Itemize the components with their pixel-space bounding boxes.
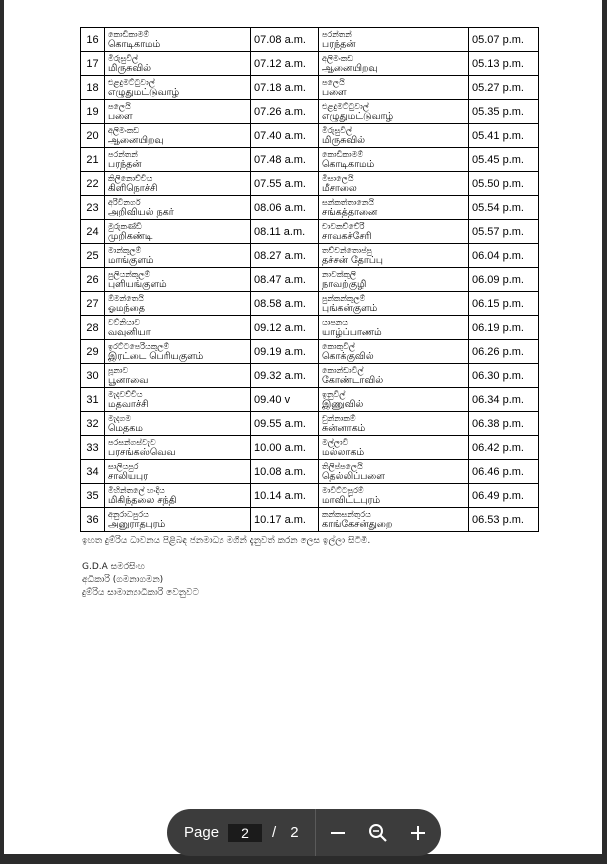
station-tamil: எழுதுமட்டுவாழ் (108, 86, 180, 98)
return-time: 06.19 p.m. (472, 321, 524, 334)
minus-icon (329, 824, 347, 842)
departure-station-cell (105, 460, 251, 484)
station-sinhala: කන්කසන්තුරය (322, 509, 371, 519)
row-number: 22 (86, 177, 99, 190)
return-time: 05.13 p.m. (472, 57, 524, 70)
departure-station-cell (105, 316, 251, 340)
departure-time: 10.00 a.m. (254, 441, 306, 454)
station-sinhala: කොකුවිල් (322, 341, 355, 351)
row-number-cell (81, 148, 105, 172)
row-number-cell (81, 412, 105, 436)
departure-time: 07.12 a.m. (254, 57, 306, 70)
station-tamil: மல்லாகம் (322, 446, 365, 458)
return-time: 05.07 p.m. (472, 33, 524, 46)
row-number: 29 (86, 345, 99, 358)
station-sinhala: පුලියන්කුලම් (108, 269, 151, 279)
departure-time: 08.47 a.m. (254, 273, 306, 286)
table-row (81, 148, 539, 172)
table-row (81, 460, 539, 484)
station-sinhala: කිලිනොච්චිය (108, 173, 153, 183)
timetable (80, 27, 539, 532)
station-sinhala: එළදුමට්ටුවාල් (322, 101, 369, 111)
return-time-cell (469, 52, 539, 76)
table-row (81, 28, 539, 52)
departure-station-cell (105, 412, 251, 436)
return-station-cell (319, 436, 469, 460)
zoom-search-button[interactable] (360, 815, 396, 851)
departure-time: 07.40 a.m. (254, 129, 306, 142)
row-number: 20 (86, 129, 99, 142)
return-time-cell (469, 436, 539, 460)
zoom-out-button[interactable] (320, 815, 356, 851)
departure-station-cell (105, 388, 251, 412)
table-row (81, 220, 539, 244)
return-time-cell (469, 364, 539, 388)
return-time-cell (469, 172, 539, 196)
departure-time-cell (251, 436, 319, 460)
return-station-cell (319, 52, 469, 76)
departure-time-cell (251, 412, 319, 436)
departure-time-cell (251, 484, 319, 508)
table-row (81, 100, 539, 124)
row-number: 18 (86, 81, 99, 94)
station-sinhala: තච්චන්තොප්පු (322, 245, 372, 255)
station-sinhala: පූනාව (108, 365, 129, 375)
departure-time: 08.27 a.m. (254, 249, 306, 262)
station-sinhala: පලෙයි (108, 101, 131, 111)
station-sinhala: මිරුසුවිල් (322, 125, 353, 135)
table-row (81, 484, 539, 508)
station-sinhala: එළදුමට්ටුවාල් (108, 77, 155, 87)
row-number: 34 (86, 465, 99, 478)
station-sinhala: පරසන්ගස්වැව (108, 437, 156, 447)
departure-station-cell (105, 28, 251, 52)
row-number: 17 (86, 57, 99, 70)
return-time-cell (469, 484, 539, 508)
table-row (81, 268, 539, 292)
station-sinhala: ඕමන්තෙයි (108, 293, 144, 303)
row-number-cell (81, 316, 105, 340)
row-number-cell (81, 28, 105, 52)
return-station-cell (319, 316, 469, 340)
departure-time: 07.48 a.m. (254, 153, 306, 166)
departure-time: 09.32 a.m. (254, 369, 306, 382)
station-tamil: மாங்குளம் (108, 254, 154, 266)
station-sinhala: චාවකච්චේරි (322, 221, 365, 231)
station-tamil: வவுனியா (108, 326, 151, 338)
row-number-cell (81, 244, 105, 268)
departure-time-cell (251, 100, 319, 124)
row-number: 36 (86, 513, 99, 526)
station-tamil: பூனாவை (108, 374, 149, 386)
station-tamil: மாவிட்டபுரம் (322, 494, 381, 506)
station-tamil: இரட்டை பெரியகுளம் (108, 350, 204, 362)
table-row (81, 244, 539, 268)
departure-station-cell (105, 364, 251, 388)
media-request-note: ඉහත දුම්රිය ධාවනය පිළිබඳ ජනමාධ්‍ය මගින් දැනුවත් කරන ලෙස ඉල්ලා සිටිමි. (82, 536, 371, 546)
departure-time: 08.58 a.m. (254, 297, 306, 310)
station-tamil: கொடிகாமம் (322, 158, 375, 170)
on-behalf-of: දුම්රිය සාමාන්‍යාධිකාරි වෙනුවට (82, 588, 199, 598)
return-station-cell (319, 76, 469, 100)
row-number: 27 (86, 297, 99, 310)
station-tamil: பளை (322, 86, 347, 98)
row-number-cell (81, 460, 105, 484)
departure-station-cell (105, 244, 251, 268)
table-row (81, 124, 539, 148)
station-tamil: மிருசுவில் (322, 134, 366, 146)
station-sinhala: පරන්තන් (322, 29, 352, 39)
station-sinhala: අලිමංකඩ (322, 53, 354, 63)
return-station-cell (319, 508, 469, 532)
station-tamil: சுன்னாகம் (322, 422, 366, 434)
row-number: 35 (86, 489, 99, 502)
departure-time-cell (251, 316, 319, 340)
table-row (81, 52, 539, 76)
table-row (81, 196, 539, 220)
departure-time: 08.06 a.m. (254, 201, 306, 214)
station-tamil: மீசாலை (322, 182, 357, 194)
return-time: 06.46 p.m. (472, 465, 524, 478)
total-pages: 2 (290, 824, 299, 841)
document-page (4, 0, 602, 854)
row-number-cell (81, 268, 105, 292)
station-tamil: புங்கன்குளம் (322, 302, 378, 314)
row-number: 30 (86, 369, 99, 382)
station-tamil: நாவற்குழி (322, 278, 367, 290)
station-sinhala: වව්නියාව (108, 317, 141, 327)
row-number-cell (81, 508, 105, 532)
station-tamil: பரசங்கஸ்வெவ (108, 446, 176, 458)
departure-time-cell (251, 460, 319, 484)
station-sinhala: මැදගම (108, 413, 132, 423)
zoom-in-button[interactable] (400, 815, 436, 851)
return-station-cell (319, 172, 469, 196)
departure-time-cell (251, 148, 319, 172)
return-station-cell (319, 268, 469, 292)
departure-station-cell (105, 220, 251, 244)
departure-time-cell (251, 244, 319, 268)
return-station-cell (319, 148, 469, 172)
departure-station-cell (105, 196, 251, 220)
return-station-cell (319, 460, 469, 484)
row-number-cell (81, 100, 105, 124)
pdf-page-toolbar (167, 809, 441, 856)
row-number-cell (81, 292, 105, 316)
table-row (81, 436, 539, 460)
return-time-cell (469, 100, 539, 124)
station-sinhala: නාවක්කුලි (322, 269, 356, 279)
return-time-cell (469, 316, 539, 340)
return-time-cell (469, 388, 539, 412)
return-time-cell (469, 196, 539, 220)
row-number-cell (81, 340, 105, 364)
station-sinhala: පරන්තන් (108, 149, 138, 159)
departure-time: 10.08 a.m. (254, 465, 306, 478)
departure-station-cell (105, 148, 251, 172)
station-tamil: பளை (108, 110, 133, 122)
departure-time-cell (251, 220, 319, 244)
return-station-cell (319, 124, 469, 148)
return-time: 06.26 p.m. (472, 345, 524, 358)
return-time: 06.15 p.m. (472, 297, 524, 310)
departure-time-cell (251, 268, 319, 292)
departure-time-cell (251, 28, 319, 52)
departure-station-cell (105, 76, 251, 100)
departure-time-cell (251, 388, 319, 412)
table-row (81, 508, 539, 532)
row-number: 33 (86, 441, 99, 454)
station-sinhala: සන්කත්තානෙයි (322, 197, 375, 207)
station-tamil: எழுதுமட்டுவாழ் (322, 110, 394, 122)
station-tamil: சாலியபுர (108, 470, 149, 482)
return-station-cell (319, 220, 469, 244)
notes-block (82, 535, 370, 600)
row-number: 25 (86, 249, 99, 262)
return-station-cell (319, 100, 469, 124)
page-separator: / (272, 824, 277, 841)
departure-station-cell (105, 436, 251, 460)
departure-time: 07.08 a.m. (254, 33, 306, 46)
row-number: 32 (86, 417, 99, 430)
station-tamil: ஓமந்தை (108, 302, 145, 314)
return-station-cell (319, 340, 469, 364)
departure-time: 07.26 a.m. (254, 105, 306, 118)
row-number: 19 (86, 105, 99, 118)
toolbar-divider (315, 809, 316, 856)
departure-time: 10.14 a.m. (254, 489, 306, 502)
station-sinhala: මැදවච්චිය (108, 389, 143, 399)
departure-station-cell (105, 268, 251, 292)
return-station-cell (319, 364, 469, 388)
departure-station-cell (105, 292, 251, 316)
station-sinhala: සාලියපුර (108, 461, 139, 471)
page-label: Page (184, 824, 220, 841)
departure-station-cell (105, 508, 251, 532)
plus-icon (409, 824, 427, 842)
station-tamil: தெல்லிப்பளை (322, 470, 385, 482)
return-time-cell (469, 460, 539, 484)
station-sinhala: මීසාලෙයි (322, 173, 354, 183)
station-tamil: பரந்தன் (108, 158, 142, 170)
station-tamil: காங்கேசன்துறை (322, 518, 393, 530)
return-station-cell (319, 28, 469, 52)
return-time: 05.50 p.m. (472, 177, 524, 190)
departure-time-cell (251, 508, 319, 532)
return-time-cell (469, 292, 539, 316)
return-time-cell (469, 508, 539, 532)
return-station-cell (319, 412, 469, 436)
departure-station-cell (105, 124, 251, 148)
return-time: 06.53 p.m. (472, 513, 524, 526)
zoom-search-icon (368, 823, 388, 843)
station-tamil: ஆனையிறவு (108, 134, 164, 146)
departure-station-cell (105, 100, 251, 124)
station-tamil: சங்கத்தானை (322, 206, 378, 218)
row-number: 26 (86, 273, 99, 286)
table-row (81, 292, 539, 316)
station-tamil: கொக்குவில் (322, 350, 374, 362)
departure-time: 09.40 v (254, 393, 291, 406)
return-time: 05.41 p.m. (472, 129, 524, 142)
station-sinhala: චුන්නාකම් (322, 413, 356, 423)
station-tamil: கொடிகாமம் (108, 38, 161, 50)
station-sinhala: මුරුකණ්ඩි (108, 221, 142, 231)
departure-time-cell (251, 76, 319, 100)
return-time: 05.27 p.m. (472, 81, 524, 94)
return-time: 06.38 p.m. (472, 417, 524, 430)
departure-time-cell (251, 364, 319, 388)
signatory-designation: අධිකාරි (ගමනාගමන) (82, 575, 164, 585)
station-tamil: சாவகச்சேரி (322, 230, 372, 242)
station-sinhala: පලෙයි (322, 77, 345, 87)
return-time: 06.42 p.m. (472, 441, 524, 454)
departure-station-cell (105, 52, 251, 76)
station-sinhala: යාපනය (322, 317, 349, 327)
departure-time-cell (251, 292, 319, 316)
row-number-cell (81, 76, 105, 100)
station-tamil: மிகிந்தலை சந்தி (108, 494, 177, 506)
station-tamil: அனுராதபுரம் (108, 518, 166, 530)
return-time: 06.30 p.m. (472, 369, 524, 382)
station-tamil: மதவாச்சி (108, 398, 149, 410)
return-time: 05.35 p.m. (472, 105, 524, 118)
return-time: 06.49 p.m. (472, 489, 524, 502)
station-tamil: முறிகண்டி (108, 230, 153, 242)
station-sinhala: කොඩිකාමම් (108, 29, 150, 39)
return-station-cell (319, 292, 469, 316)
row-number: 23 (86, 201, 99, 214)
departure-station-cell (105, 484, 251, 508)
return-station-cell (319, 244, 469, 268)
row-number: 16 (86, 33, 99, 46)
row-number-cell (81, 124, 105, 148)
return-time: 05.57 p.m. (472, 225, 524, 238)
station-tamil: யாழ்ப்பாணம் (322, 326, 382, 338)
row-number-cell (81, 196, 105, 220)
row-number: 28 (86, 321, 99, 334)
return-station-cell (319, 388, 469, 412)
departure-time: 08.11 a.m. (254, 225, 306, 238)
station-sinhala: ඉරට්ටපෙරියකුලම් (108, 341, 170, 351)
return-time-cell (469, 28, 539, 52)
departure-time-cell (251, 124, 319, 148)
return-time: 05.54 p.m. (472, 201, 524, 214)
return-time-cell (469, 148, 539, 172)
row-number-cell (81, 52, 105, 76)
station-sinhala: මාවිට්ටපුරම් (322, 485, 364, 495)
table-row (81, 388, 539, 412)
station-sinhala: තිලිප්පලෙයි (322, 461, 363, 471)
station-tamil: இணுவில் (322, 398, 364, 410)
departure-time: 09.55 a.m. (254, 417, 306, 430)
row-number-cell (81, 388, 105, 412)
departure-time-cell (251, 340, 319, 364)
row-number-cell (81, 436, 105, 460)
signatory-name: G.D.A සමරසිංහ (82, 562, 145, 572)
station-sinhala: මල්ලාවි (322, 437, 349, 447)
row-number: 24 (86, 225, 99, 238)
station-sinhala: කොඩිකාමම් (322, 149, 364, 159)
table-row (81, 172, 539, 196)
return-time-cell (469, 412, 539, 436)
station-tamil: புளியங்குளம் (108, 278, 167, 290)
station-sinhala: අරිවිනගර් (108, 197, 141, 207)
return-station-cell (319, 196, 469, 220)
table-row (81, 340, 539, 364)
departure-station-cell (105, 172, 251, 196)
station-tamil: மெதகம (108, 422, 143, 434)
station-sinhala: මිහින්තලේ හංදිය (108, 485, 165, 495)
return-time: 05.45 p.m. (472, 153, 524, 166)
row-number: 31 (86, 393, 99, 406)
return-time-cell (469, 76, 539, 100)
table-row (81, 412, 539, 436)
station-tamil: கோண்டாவில் (322, 374, 384, 386)
station-tamil: ஆனையிறவு (322, 62, 378, 74)
station-sinhala: කොන්ඩාවිල් (322, 365, 364, 375)
station-tamil: அறிவியல் நகர் (108, 206, 174, 218)
return-time-cell (469, 268, 539, 292)
return-time-cell (469, 244, 539, 268)
departure-time: 07.55 a.m. (254, 177, 306, 190)
departure-time-cell (251, 172, 319, 196)
table-row (81, 364, 539, 388)
departure-time: 09.12 a.m. (254, 321, 306, 334)
return-station-cell (319, 484, 469, 508)
station-tamil: பரந்தன் (322, 38, 356, 50)
station-sinhala: මිරුසුවිල් (108, 53, 139, 63)
station-sinhala: අලිමංකඩ (108, 125, 140, 135)
page-number-input[interactable]: 2 (228, 824, 262, 842)
row-number-cell (81, 484, 105, 508)
table-row (81, 316, 539, 340)
departure-time-cell (251, 196, 319, 220)
station-sinhala: මාන්කුලම් (108, 245, 142, 255)
station-tamil: மிருசுவில் (108, 62, 152, 74)
table-row (81, 76, 539, 100)
station-sinhala: අනුරාධපුරය (108, 509, 149, 519)
return-time: 06.04 p.m. (472, 249, 524, 262)
return-time: 06.09 p.m. (472, 273, 524, 286)
station-sinhala: පුන්කන්කුලම් (322, 293, 366, 303)
row-number-cell (81, 172, 105, 196)
row-number: 21 (86, 153, 99, 166)
row-number-cell (81, 220, 105, 244)
return-time-cell (469, 220, 539, 244)
return-time-cell (469, 124, 539, 148)
return-time: 06.34 p.m. (472, 393, 524, 406)
station-tamil: கிளிநொச்சி (108, 182, 158, 194)
return-time-cell (469, 340, 539, 364)
station-sinhala: ඉනුවිල් (322, 389, 346, 399)
departure-time-cell (251, 52, 319, 76)
departure-time: 10.17 a.m. (254, 513, 306, 526)
departure-time: 07.18 a.m. (254, 81, 306, 94)
row-number-cell (81, 364, 105, 388)
departure-time: 09.19 a.m. (254, 345, 306, 358)
departure-station-cell (105, 340, 251, 364)
station-tamil: தச்சன் தோப்பு (322, 254, 383, 266)
